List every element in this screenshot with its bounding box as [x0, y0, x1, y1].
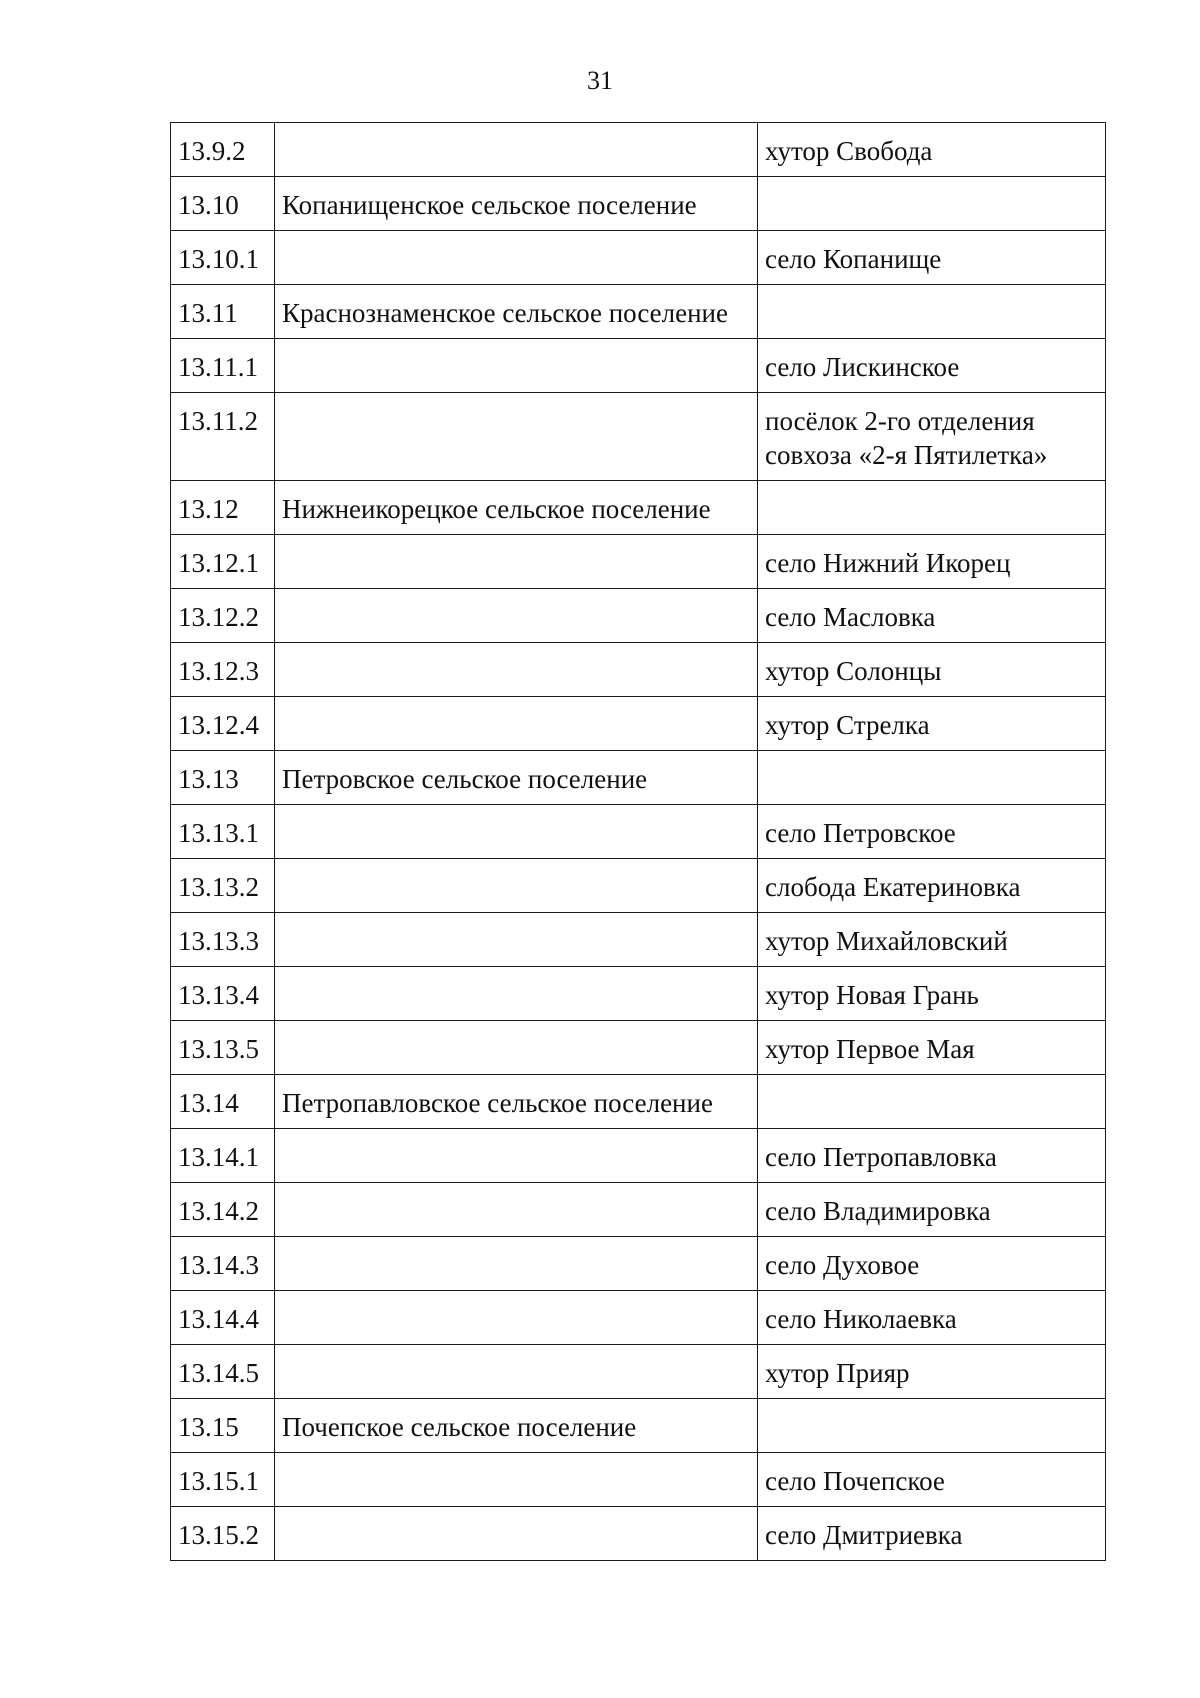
- locality-name-cell: [758, 1399, 1106, 1453]
- settlement-name-cell: [275, 913, 758, 967]
- table-row: [171, 859, 1106, 913]
- settlement-name-cell: [275, 231, 758, 285]
- table-row: [171, 535, 1106, 589]
- locality-name-cell: хутор Михайловский: [758, 913, 1106, 967]
- table-row: [171, 177, 1106, 231]
- row-number-cell: 13.15: [171, 1399, 275, 1453]
- locality-name-cell: село Нижний Икорец: [758, 535, 1106, 589]
- locality-name-cell: село Духовое: [758, 1237, 1106, 1291]
- table-row: [171, 285, 1106, 339]
- table-row: [171, 589, 1106, 643]
- row-number-cell: 13.11.2: [171, 393, 275, 481]
- row-number-cell: 13.10.1: [171, 231, 275, 285]
- locality-name-cell: [758, 481, 1106, 535]
- settlement-name-cell: [275, 1507, 758, 1561]
- page-number: 31: [587, 66, 613, 95]
- table-row: [171, 1507, 1106, 1561]
- locality-name-cell: хутор Прияр: [758, 1345, 1106, 1399]
- row-number-cell: 13.9.2: [171, 123, 275, 177]
- row-number-cell: 13.12.3: [171, 643, 275, 697]
- settlement-name-cell: [275, 859, 758, 913]
- row-number-cell: 13.13.2: [171, 859, 275, 913]
- table-row: [171, 1021, 1106, 1075]
- settlement-name-cell: [275, 967, 758, 1021]
- row-number-cell: 13.11: [171, 285, 275, 339]
- row-number-cell: 13.14.4: [171, 1291, 275, 1345]
- table-row: [171, 1237, 1106, 1291]
- settlement-name-cell: [275, 339, 758, 393]
- locality-name-cell: [758, 751, 1106, 805]
- locality-name-cell: село Петровское: [758, 805, 1106, 859]
- table-row: [171, 697, 1106, 751]
- row-number-cell: 13.13.3: [171, 913, 275, 967]
- table-row: [171, 231, 1106, 285]
- locality-name-cell: село Копанище: [758, 231, 1106, 285]
- locality-name-cell: [758, 1075, 1106, 1129]
- settlement-name-cell: [275, 1345, 758, 1399]
- locality-name-cell: село Лискинское: [758, 339, 1106, 393]
- row-number-cell: 13.14: [171, 1075, 275, 1129]
- locality-name-cell: посёлок 2-го отделения совхоза «2-я Пятилетка»: [758, 393, 1106, 481]
- settlement-name-cell: [275, 1129, 758, 1183]
- settlement-name-cell: [275, 123, 758, 177]
- locality-name-cell: [758, 177, 1106, 231]
- settlement-name-cell: [275, 643, 758, 697]
- row-number-cell: 13.14.2: [171, 1183, 275, 1237]
- row-number-cell: 13.11.1: [171, 339, 275, 393]
- table-row: [171, 339, 1106, 393]
- locality-name-cell: село Владимировка: [758, 1183, 1106, 1237]
- row-number-cell: 13.13.1: [171, 805, 275, 859]
- table-row: [171, 1399, 1106, 1453]
- settlement-name-cell: Краснознаменское сельское поселение: [275, 285, 758, 339]
- row-number-cell: 13.10: [171, 177, 275, 231]
- row-number-cell: 13.13.5: [171, 1021, 275, 1075]
- table-row: [171, 1453, 1106, 1507]
- settlement-name-cell: [275, 393, 758, 481]
- table-row: [171, 1129, 1106, 1183]
- row-number-cell: 13.12: [171, 481, 275, 535]
- table-row: [171, 1075, 1106, 1129]
- locality-name-cell: [758, 285, 1106, 339]
- row-number-cell: 13.13.4: [171, 967, 275, 1021]
- settlement-name-cell: [275, 805, 758, 859]
- table-row: [171, 643, 1106, 697]
- settlement-name-cell: Копанищенское сельское поселение: [275, 177, 758, 231]
- row-number-cell: 13.12.2: [171, 589, 275, 643]
- table-row: [171, 1183, 1106, 1237]
- locality-name-cell: слобода Екатериновка: [758, 859, 1106, 913]
- settlement-name-cell: Почепское сельское поселение: [275, 1399, 758, 1453]
- locality-name-cell: село Дмитриевка: [758, 1507, 1106, 1561]
- settlement-name-cell: Петровское сельское поселение: [275, 751, 758, 805]
- row-number-cell: 13.14.5: [171, 1345, 275, 1399]
- table-row: [171, 751, 1106, 805]
- table-row: [171, 967, 1106, 1021]
- locality-name-cell: хутор Новая Грань: [758, 967, 1106, 1021]
- row-number-cell: 13.15.2: [171, 1507, 275, 1561]
- row-number-cell: 13.14.1: [171, 1129, 275, 1183]
- table-row: [171, 481, 1106, 535]
- table-row: [171, 913, 1106, 967]
- locality-name-cell: село Почепское: [758, 1453, 1106, 1507]
- table-row: [171, 393, 1106, 481]
- settlement-name-cell: [275, 1291, 758, 1345]
- settlement-name-cell: [275, 1183, 758, 1237]
- table-row: [171, 805, 1106, 859]
- row-number-cell: 13.15.1: [171, 1453, 275, 1507]
- locality-name-cell: хутор Первое Мая: [758, 1021, 1106, 1075]
- locality-name-cell: село Николаевка: [758, 1291, 1106, 1345]
- settlement-name-cell: [275, 1453, 758, 1507]
- row-number-cell: 13.12.4: [171, 697, 275, 751]
- table-row: [171, 1291, 1106, 1345]
- settlements-table: [170, 122, 1106, 1561]
- table-body: [171, 123, 1106, 1561]
- table-row: [171, 123, 1106, 177]
- locality-name-cell: село Масловка: [758, 589, 1106, 643]
- locality-name-cell: село Петропавловка: [758, 1129, 1106, 1183]
- row-number-cell: 13.13: [171, 751, 275, 805]
- settlement-name-cell: [275, 1237, 758, 1291]
- row-number-cell: 13.14.3: [171, 1237, 275, 1291]
- settlement-name-cell: Петропавловское сельское поселение: [275, 1075, 758, 1129]
- settlement-name-cell: [275, 535, 758, 589]
- settlement-name-cell: [275, 1021, 758, 1075]
- settlement-name-cell: [275, 697, 758, 751]
- locality-name-cell: хутор Солонцы: [758, 643, 1106, 697]
- locality-name-cell: хутор Стрелка: [758, 697, 1106, 751]
- locality-name-cell: хутор Свобода: [758, 123, 1106, 177]
- table-row: [171, 1345, 1106, 1399]
- settlement-name-cell: [275, 589, 758, 643]
- row-number-cell: 13.12.1: [171, 535, 275, 589]
- settlement-name-cell: Нижнеикорецкое сельское поселение: [275, 481, 758, 535]
